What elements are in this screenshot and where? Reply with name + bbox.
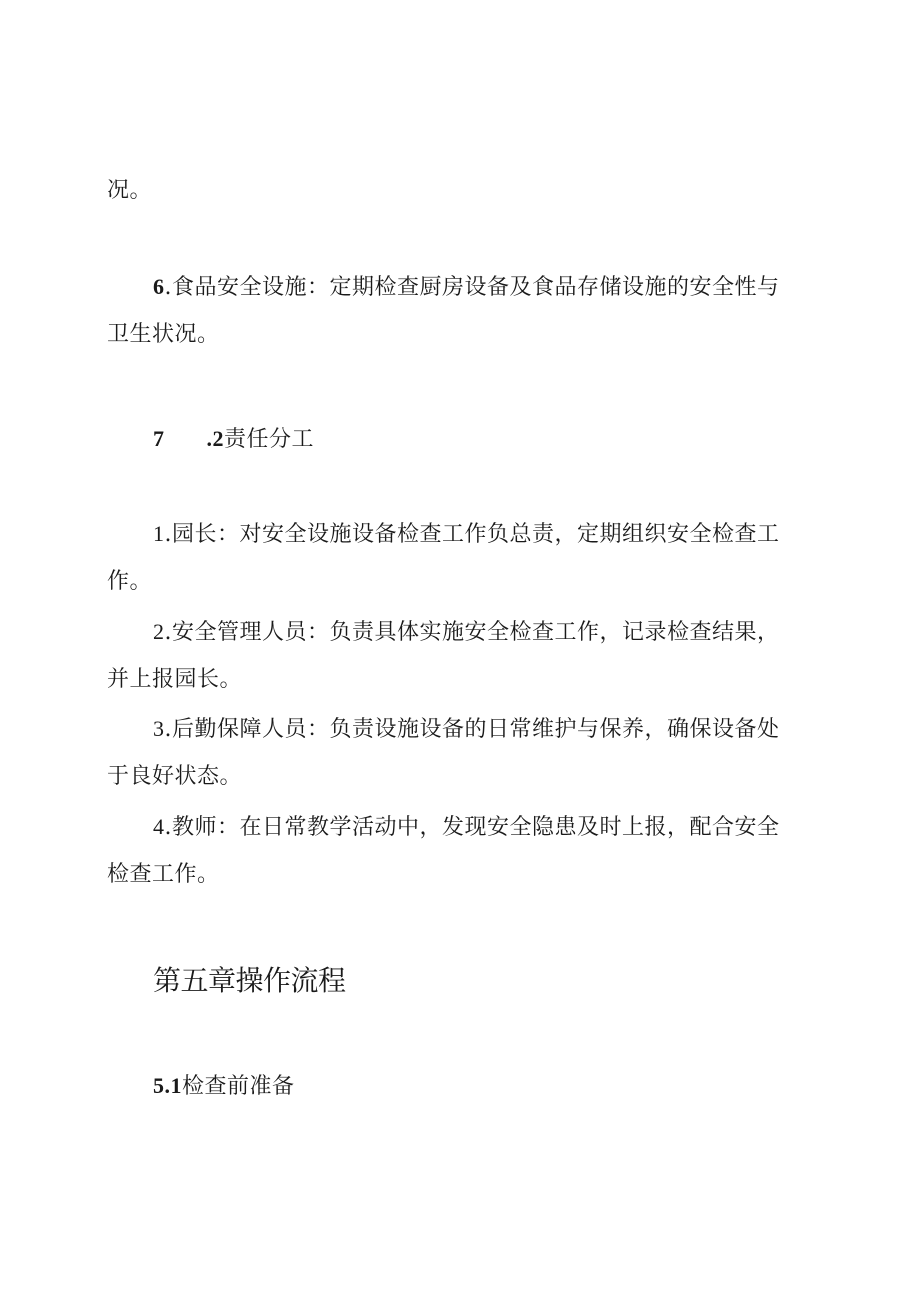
duty-2-number: 2 bbox=[153, 619, 165, 644]
section-7-2-heading bbox=[153, 424, 314, 455]
duty-2-text: .安全管理人员：负责具体实施安全检查工作，记录检查结果， bbox=[164, 620, 780, 645]
duty-4-text: .教师：在日常教学活动中，发现安全隐患及时上报，配合安全 bbox=[164, 815, 780, 840]
duty-4-number: 4 bbox=[153, 814, 165, 839]
paragraph-tail-text: 况。 bbox=[107, 178, 153, 203]
duty-4-line-2 bbox=[107, 860, 220, 890]
duty-4-text-cont: 检查工作。 bbox=[107, 862, 220, 887]
item-6-text-cont: 卫生状况。 bbox=[107, 322, 220, 347]
paragraph-tail bbox=[107, 176, 152, 206]
section-5-1-number: 5.1 bbox=[153, 1073, 182, 1098]
duty-1-text-cont: 作。 bbox=[107, 569, 153, 594]
item-6-number: 6 bbox=[153, 274, 165, 299]
duty-4-line-1 bbox=[153, 812, 780, 843]
duty-2-line-2 bbox=[107, 665, 242, 695]
duty-3-text-cont: 于良好状态。 bbox=[107, 764, 243, 789]
section-7-2-num-b: .2 bbox=[206, 426, 224, 451]
item-6-text: .食品安全设施：定期检查厨房设备及食品存储设施的安全性与 bbox=[164, 275, 780, 300]
duty-1-line-2 bbox=[107, 567, 152, 597]
duty-2-text-cont: 并上报园长。 bbox=[107, 667, 243, 692]
section-5-1-heading bbox=[153, 1071, 295, 1102]
item-6-line-2 bbox=[107, 320, 220, 350]
item-6-line-1 bbox=[153, 272, 780, 303]
chapter-5-title: 第五章操作流程 bbox=[153, 964, 346, 997]
section-7-2-num-a: 7 bbox=[153, 426, 165, 451]
duty-1-text: .园长：对安全设施设备检查工作负总责，定期组织安全检查工 bbox=[164, 522, 780, 547]
duty-1-number: 1 bbox=[153, 521, 165, 546]
duty-1-line-1 bbox=[153, 519, 780, 550]
duty-3-number: 3 bbox=[153, 716, 165, 741]
duty-3-line-1 bbox=[153, 714, 780, 745]
chapter-5-heading bbox=[153, 963, 346, 999]
duty-3-line-2 bbox=[107, 762, 242, 792]
duty-3-text: .后勤保障人员：负责设施设备的日常维护与保养，确保设备处 bbox=[164, 717, 780, 742]
duty-2-line-1 bbox=[153, 617, 780, 648]
section-7-2-title: 责任分工 bbox=[224, 427, 315, 452]
section-5-1-title: 检查前准备 bbox=[182, 1074, 295, 1099]
